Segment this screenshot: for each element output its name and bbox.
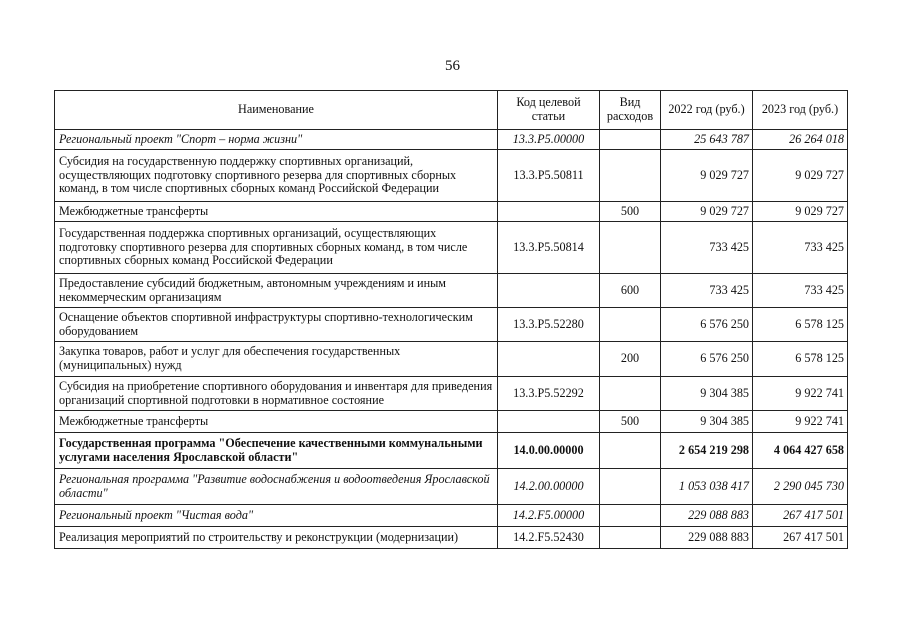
row-2023-cell: 9 922 741 bbox=[753, 377, 848, 411]
row-2023-cell: 26 264 018 bbox=[753, 130, 848, 150]
row-name-cell: Региональная программа "Развитие водоснабжения и водоотведения Ярославской области" bbox=[55, 469, 498, 505]
row-2023-cell: 9 922 741 bbox=[753, 411, 848, 433]
table-row bbox=[55, 411, 848, 433]
row-code-cell: 13.3.P5.50811 bbox=[498, 150, 600, 202]
row-code-cell bbox=[498, 202, 600, 222]
row-code-cell: 14.0.00.00000 bbox=[498, 433, 600, 469]
row-2022-cell: 733 425 bbox=[661, 274, 753, 308]
row-2023-cell: 9 029 727 bbox=[753, 202, 848, 222]
row-2022-cell: 9 029 727 bbox=[661, 202, 753, 222]
row-expense-type-cell bbox=[600, 469, 661, 505]
row-code-cell: 14.2.F5.00000 bbox=[498, 505, 600, 527]
budget-table bbox=[54, 90, 848, 549]
row-2023-cell: 733 425 bbox=[753, 222, 848, 274]
row-2023-cell: 4 064 427 658 bbox=[753, 433, 848, 469]
row-2023-cell: 6 578 125 bbox=[753, 342, 848, 377]
row-expense-type-cell bbox=[600, 308, 661, 342]
row-2022-cell: 229 088 883 bbox=[661, 505, 753, 527]
row-name-cell: Закупка товаров, работ и услуг для обеспечения государственных (муниципальных) нужд bbox=[55, 342, 498, 377]
page-number: 56 bbox=[445, 58, 460, 74]
row-code-cell: 13.3.P5.00000 bbox=[498, 130, 600, 150]
row-name-cell: Субсидия на государственную поддержку спортивных организаций, осуществляющих подготовку спортивного резерва для спортивных сборных команд, в том числе спортивных сборных команд Российской Федерации bbox=[55, 150, 498, 202]
table-row bbox=[55, 342, 848, 377]
row-name-cell: Реализация мероприятий по строительству и реконструкции (модернизации) bbox=[55, 527, 498, 549]
header-name: Наименование bbox=[55, 91, 498, 130]
row-name-cell: Государственная программа "Обеспечение качественными коммунальными услугами населения Ярославской области" bbox=[55, 433, 498, 469]
table-row bbox=[55, 505, 848, 527]
row-2022-cell: 733 425 bbox=[661, 222, 753, 274]
row-name-cell: Региональный проект "Спорт – норма жизни" bbox=[55, 130, 498, 150]
row-expense-type-cell: 500 bbox=[600, 411, 661, 433]
row-expense-type-cell bbox=[600, 527, 661, 549]
row-name-cell: Государственная поддержка спортивных организаций, осуществляющих подготовку спортивного резерва для спортивных сборных команд, в том числе спортивных сборных команд Российской Федерации bbox=[55, 222, 498, 274]
row-2023-cell: 733 425 bbox=[753, 274, 848, 308]
table-row bbox=[55, 222, 848, 274]
row-2023-cell: 9 029 727 bbox=[753, 150, 848, 202]
row-name-cell: Региональный проект "Чистая вода" bbox=[55, 505, 498, 527]
row-code-cell: 14.2.00.00000 bbox=[498, 469, 600, 505]
row-name-cell: Межбюджетные трансферты bbox=[55, 202, 498, 222]
row-code-cell: 14.2.F5.52430 bbox=[498, 527, 600, 549]
row-code-cell bbox=[498, 274, 600, 308]
table-row bbox=[55, 150, 848, 202]
row-name-cell: Субсидия на приобретение спортивного оборудования и инвентаря для приведения организаций спортивной подготовки в нормативное состояние bbox=[55, 377, 498, 411]
table-row bbox=[55, 274, 848, 308]
row-2022-cell: 25 643 787 bbox=[661, 130, 753, 150]
header-expense-type: Вид расходов bbox=[600, 91, 661, 130]
row-2022-cell: 1 053 038 417 bbox=[661, 469, 753, 505]
row-expense-type-cell: 600 bbox=[600, 274, 661, 308]
row-2022-cell: 6 576 250 bbox=[661, 342, 753, 377]
table-row bbox=[55, 130, 848, 150]
row-2022-cell: 9 304 385 bbox=[661, 411, 753, 433]
row-code-cell: 13.3.P5.50814 bbox=[498, 222, 600, 274]
table-row bbox=[55, 527, 848, 549]
row-name-cell: Оснащение объектов спортивной инфраструктуры спортивно-технологическим оборудованием bbox=[55, 308, 498, 342]
row-name-cell: Предоставление субсидий бюджетным, автономным учреждениям и иным некоммерческим организациям bbox=[55, 274, 498, 308]
row-2022-cell: 2 654 219 298 bbox=[661, 433, 753, 469]
row-2022-cell: 6 576 250 bbox=[661, 308, 753, 342]
header-code: Код целевой статьи bbox=[498, 91, 600, 130]
row-2023-cell: 2 290 045 730 bbox=[753, 469, 848, 505]
table-row bbox=[55, 433, 848, 469]
row-expense-type-cell bbox=[600, 505, 661, 527]
row-code-cell: 13.3.P5.52292 bbox=[498, 377, 600, 411]
table-body bbox=[55, 130, 848, 549]
row-code-cell bbox=[498, 411, 600, 433]
row-expense-type-cell bbox=[600, 130, 661, 150]
row-expense-type-cell: 200 bbox=[600, 342, 661, 377]
table-row bbox=[55, 377, 848, 411]
row-code-cell: 13.3.P5.52280 bbox=[498, 308, 600, 342]
row-2022-cell: 229 088 883 bbox=[661, 527, 753, 549]
table-row bbox=[55, 469, 848, 505]
table-header-row bbox=[55, 91, 848, 130]
row-expense-type-cell: 500 bbox=[600, 202, 661, 222]
table-row bbox=[55, 308, 848, 342]
row-2023-cell: 6 578 125 bbox=[753, 308, 848, 342]
header-2022: 2022 год (руб.) bbox=[661, 91, 753, 130]
row-2023-cell: 267 417 501 bbox=[753, 527, 848, 549]
row-expense-type-cell bbox=[600, 222, 661, 274]
row-expense-type-cell bbox=[600, 377, 661, 411]
row-2022-cell: 9 304 385 bbox=[661, 377, 753, 411]
row-code-cell bbox=[498, 342, 600, 377]
row-expense-type-cell bbox=[600, 150, 661, 202]
header-2023: 2023 год (руб.) bbox=[753, 91, 848, 130]
row-expense-type-cell bbox=[600, 433, 661, 469]
row-2022-cell: 9 029 727 bbox=[661, 150, 753, 202]
row-name-cell: Межбюджетные трансферты bbox=[55, 411, 498, 433]
table-row bbox=[55, 202, 848, 222]
row-2023-cell: 267 417 501 bbox=[753, 505, 848, 527]
